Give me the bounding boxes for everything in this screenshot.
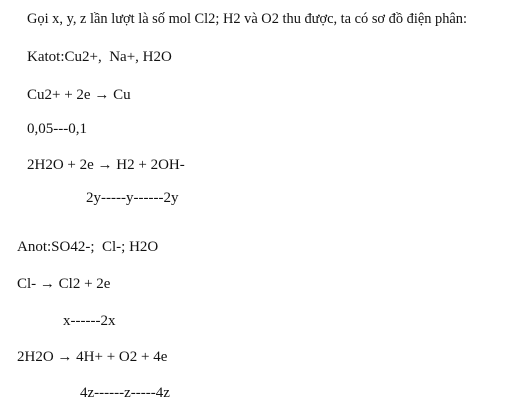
anode-reaction-cl: Cl- → Cl2 + 2e [17, 276, 111, 292]
cu-mole-ratio: 0,05---0,1 [27, 121, 87, 137]
h2o-mole-ratio: 2y-----y------2y [86, 190, 179, 206]
cathode-species: Katot:Cu2+, Na+, H2O [27, 49, 172, 65]
cathode-reaction-h2o: 2H2O + 2e → H2 + 2OH- [27, 157, 185, 173]
anode-species: Anot:SO42-; Cl-; H2O [17, 239, 159, 255]
intro-sentence: Gọi x, y, z lần lượt là số mol Cl2; H2 và O2 thu được, ta có sơ đồ điện phân: [27, 11, 467, 27]
cl-mole-ratio: x------2x [63, 313, 116, 329]
cathode-reaction-cu: Cu2+ + 2e → Cu [27, 87, 131, 103]
anode-reaction-h2o: 2H2O → 4H+ + O2 + 4e [17, 349, 168, 365]
o2-mole-ratio: 4z------z-----4z [80, 385, 170, 401]
